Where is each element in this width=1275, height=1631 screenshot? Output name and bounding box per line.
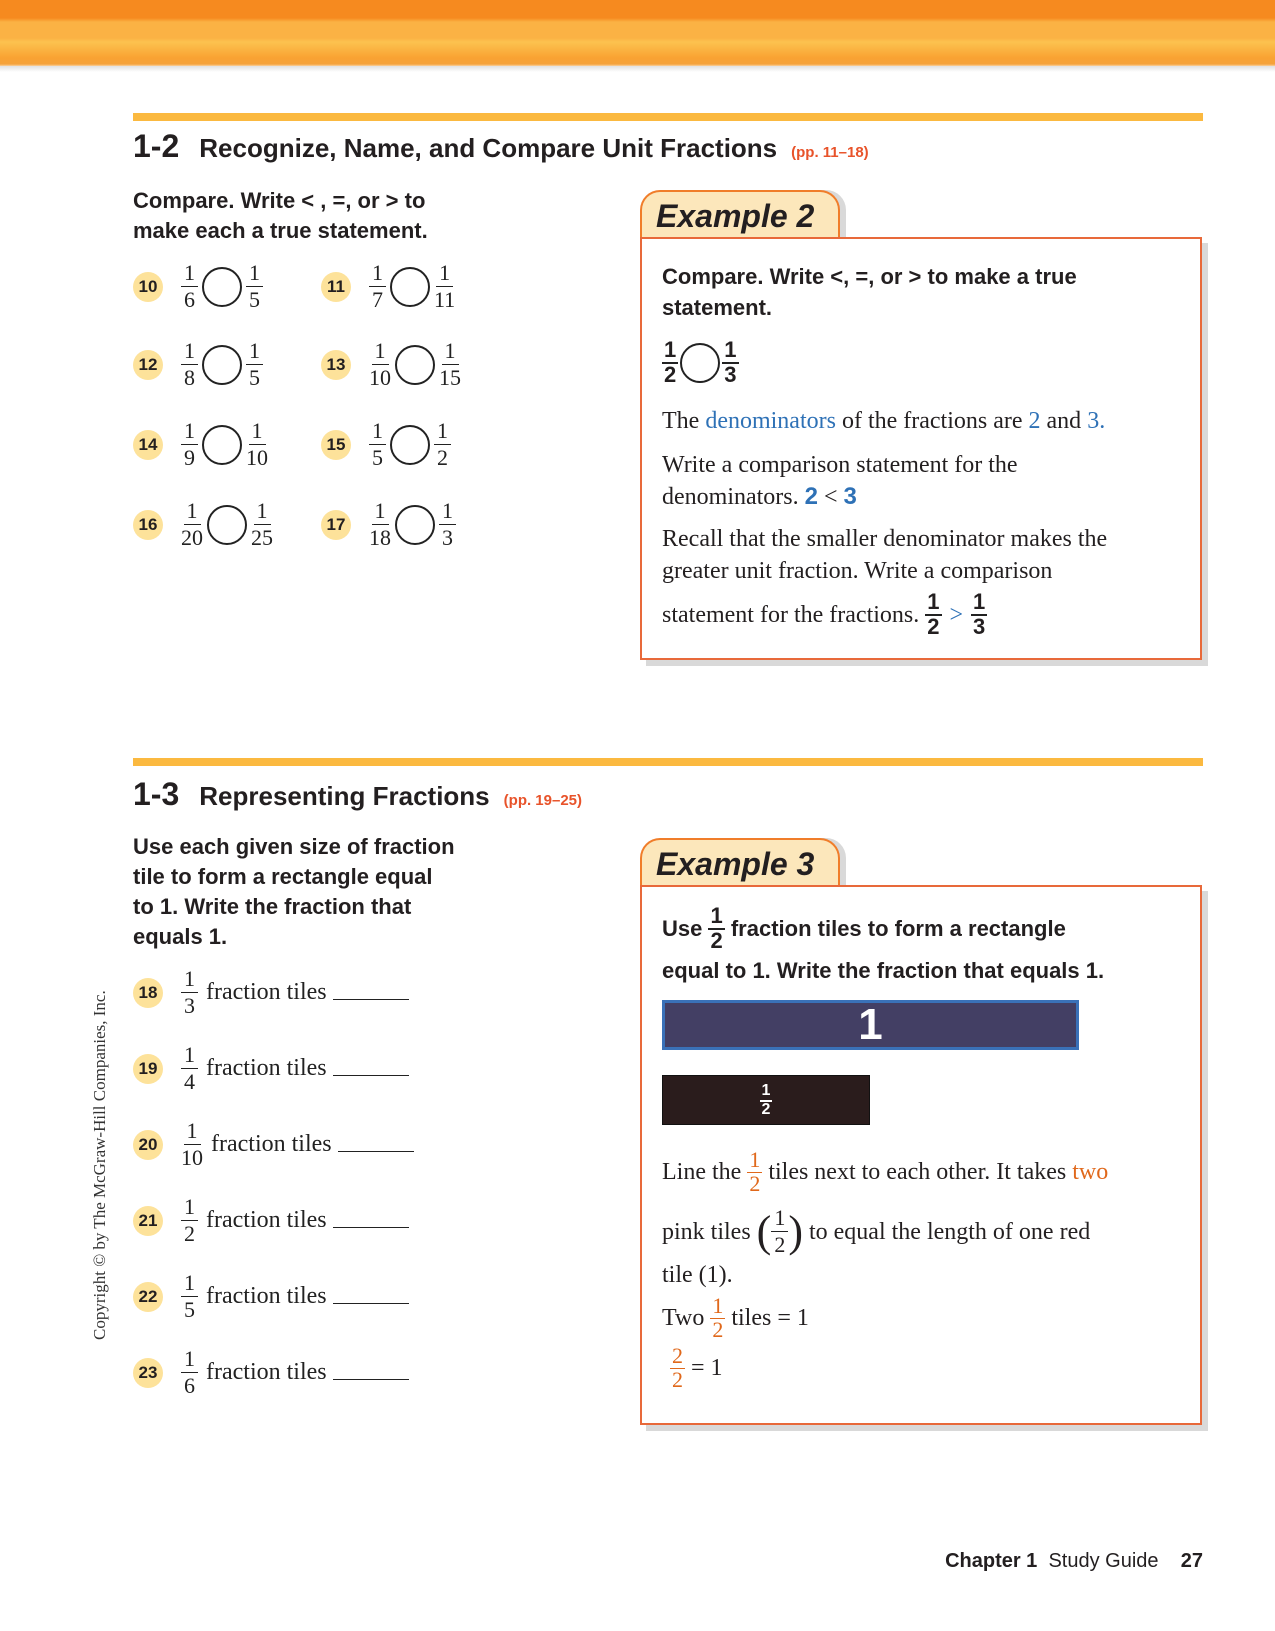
answer-blank[interactable] [333,1289,409,1304]
section-pages: (pp. 11–18) [791,144,869,161]
problem-number: 20 [133,1130,163,1160]
tile-label: fraction tiles [206,1055,327,1081]
example-paragraph: Write a comparison statement for the denominators. 2 < 3 [662,452,1018,510]
example-prompt [662,261,1077,323]
problem-number: 17 [321,510,351,540]
problem-number: 11 [321,272,351,302]
fraction: $\frac{1}{9}$ [181,420,198,469]
instruction-line: tile to form a rectangle equal [133,864,433,889]
answer-circle[interactable] [207,505,247,545]
fraction: $\frac{1}{11}$ [434,260,456,312]
section-title: Representing Fractions [199,781,490,811]
fraction: $\frac{1}{3}$ [181,968,198,1017]
prompt-line: Compare. Write <, =, or > to make a true [662,264,1077,289]
example-tab: Example 2 [640,190,840,238]
section-heading [133,776,582,813]
fraction: $\frac{1}{6}$ [181,262,198,311]
tile-problem [133,968,409,1017]
fraction: $\frac{1}{7}$ [369,262,386,311]
tile-problem [133,1196,409,1245]
problem-number: 23 [133,1358,163,1388]
fraction: $\frac{1}{6}$ [181,1348,198,1397]
fraction: $\frac{1}{3}$ [439,500,456,549]
example-paragraph: The denominators of the fractions are 2 and 3. [662,408,1106,434]
top-color-band [0,0,1275,68]
fraction: $\frac{1}{2}$ [181,1196,198,1245]
section-title: Recognize, Name, and Compare Unit Fractions [199,133,778,163]
section-heading [133,128,869,165]
answer-circle[interactable] [395,345,435,385]
instruction-line: Compare. Write < , =, or > to [133,188,426,213]
answer-blank[interactable] [333,1213,409,1228]
tile-problem [133,1120,414,1169]
fraction: 1 2 [712,1293,724,1342]
section-pages: (pp. 19–25) [503,792,583,809]
tile-label: fraction tiles [206,1359,327,1385]
fraction: $\frac{1}{5}$ [181,1272,198,1321]
fraction: $\frac{1}{4}$ [181,1044,198,1093]
problem-number: 16 [133,510,163,540]
answer-blank[interactable] [338,1137,414,1152]
tile-label: fraction tiles [206,979,327,1005]
fraction: $\frac{1}{5}$ [369,420,386,469]
page-footer: Chapter 1 Study Guide 27 [945,1550,1203,1572]
fraction: $\frac{1}{10}$ [246,418,268,470]
compare-problem [321,262,457,311]
fraction: 1 2 [927,589,940,639]
answer-blank[interactable] [333,1365,409,1380]
problem-number: 14 [133,430,163,460]
compare-problem [321,420,453,469]
whole-fraction-tile: 1 [662,1000,1079,1050]
answer-circle[interactable] [202,345,242,385]
instructions [133,186,428,246]
answer-circle[interactable] [390,425,430,465]
answer-circle[interactable] [395,505,435,545]
fraction: $\frac{1}{20}$ [181,498,203,550]
instruction-line: equals 1. [133,924,228,949]
fraction: $\frac{1}{2}$ [434,420,451,469]
instruction-line: to 1. Write the fraction that [133,894,412,919]
fraction: $\frac{2}{2}$ [672,1343,683,1392]
fraction: $\frac{1}{5}$ [246,340,263,389]
example-prompt: Use 1 2 fraction tiles to form a rectangle equal to 1. Write the fraction that equals 1. [662,903,1105,983]
instruction-line: Use each given size of fraction [133,834,455,859]
section-rule [133,113,1203,121]
answer-circle[interactable] [390,267,430,307]
fraction: $\frac{1}{18}$ [369,498,391,550]
tile-problem [133,1272,409,1321]
instructions [133,832,455,952]
answer-blank[interactable] [333,1061,409,1076]
tile-label: fraction tiles [206,1207,327,1233]
compare-problem [133,262,265,311]
tile-label: fraction tiles [211,1131,332,1157]
compare-problem [133,340,265,389]
example-tab: Example 3 [640,838,840,886]
example-equation: Two 1 2 tiles = 1 $\frac{2}{2}$ = 1 [662,1293,809,1392]
problem-number: 10 [133,272,163,302]
fraction: $\frac{1}{8}$ [181,340,198,389]
answer-circle[interactable] [202,425,242,465]
fraction: $\frac{1}{5}$ [246,262,263,311]
fraction: $\frac{1}{10}$ [181,1118,203,1170]
compare-problem [133,500,275,549]
instruction-line: make each a true statement. [133,218,428,243]
example-comparison [662,339,739,386]
problem-number: 12 [133,350,163,380]
compare-problem [133,420,270,469]
tile-problem [133,1348,409,1397]
compare-problem [321,340,463,389]
fraction: 1 2 [710,903,723,953]
compare-problem [321,500,458,549]
fraction: 1 2 [749,1147,761,1196]
example-paragraph: Line the 1 2 tiles next to each other. It takes two pink tiles ( $\frac{1}{2}$ ) to equal the length of one red tile (1). [662,1147,1109,1288]
answer-blank[interactable] [333,985,409,1000]
problem-number: 21 [133,1206,163,1236]
problem-number: 19 [133,1054,163,1084]
fraction: $\frac{1}{25}$ [251,498,273,550]
problem-number: 22 [133,1282,163,1312]
answer-circle[interactable] [202,267,242,307]
example-box [640,885,1202,1425]
fraction: 1 3 [724,337,737,387]
copyright-notice: Copyright © by The McGraw-Hill Companies, Inc. [90,990,109,1340]
fraction: $\frac{1}{10}$ [369,338,391,390]
problem-number: 18 [133,978,163,1008]
problem-number: 13 [321,350,351,380]
problem-number: 15 [321,430,351,460]
tile-label: fraction tiles [206,1283,327,1309]
section-number: 1-3 [133,776,180,812]
section-number: 1-2 [133,128,180,164]
prompt-line: statement. [662,295,773,320]
compare-circle [680,343,720,383]
example-paragraph: Recall that the smaller denominator makes the greater unit fraction. Write a comparison statement for the fractions. 1 2 > 1 3 [662,526,1108,639]
fraction: 1 3 [973,589,986,639]
fraction: 1 2 [664,337,677,387]
tile-problem [133,1044,409,1093]
half-fraction-tile: 1 2 [662,1075,870,1125]
fraction: $\frac{1}{15}$ [439,338,461,390]
section-rule [133,758,1203,766]
example-box [640,237,1202,660]
